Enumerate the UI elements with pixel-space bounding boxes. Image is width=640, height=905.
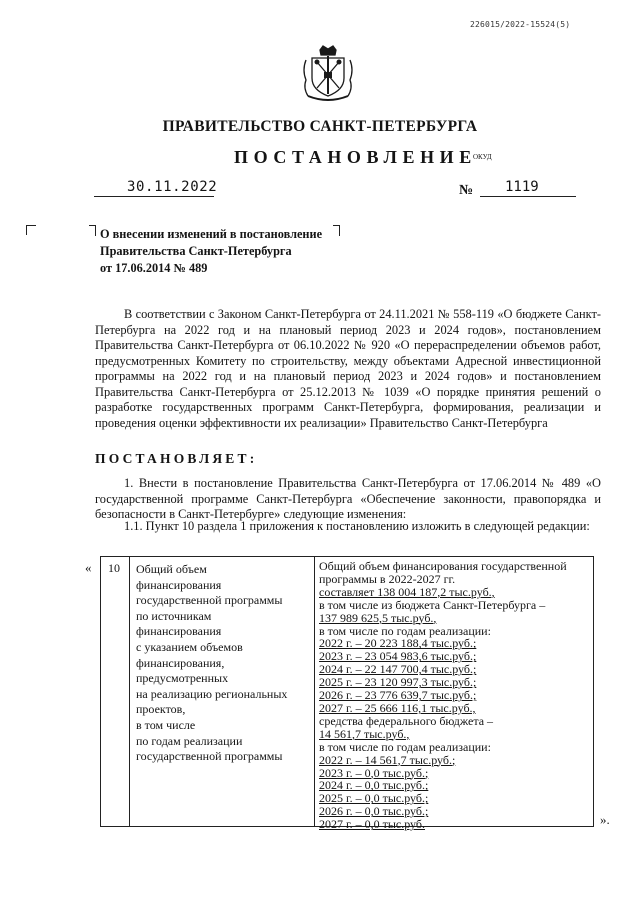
value-line: 2023 г. – 23 054 983,6 тыс.руб.; <box>319 649 477 664</box>
decree-subject <box>100 226 340 277</box>
okud-label: ОКУД <box>473 153 492 161</box>
subject-bracket-left <box>89 225 96 236</box>
table-label-cell <box>136 562 310 765</box>
label-line: Общий объем <box>136 562 207 576</box>
label-line: предусмотренных <box>136 671 229 686</box>
value-line: Общий объем финансирования государственной <box>319 559 567 573</box>
table-column-divider <box>314 556 315 827</box>
value-line: составляет 138 004 187,2 тыс.руб., <box>319 584 495 599</box>
value-line: программы в 2022-2027 гг. <box>319 571 456 586</box>
label-line: по годам реализации <box>136 733 243 748</box>
value-line: 137 989 625,5 тыс.руб., <box>319 610 437 625</box>
issuing-authority: ПРАВИТЕЛЬСТВО САНКТ-ПЕТЕРБУРГА <box>162 118 478 135</box>
value-line: в том числе из бюджета Санкт-Петербурга – <box>319 597 546 612</box>
label-line: финансирования, <box>136 655 225 670</box>
opening-quote: « <box>85 560 92 575</box>
document-registration-number: 226015/2022-15524(5) <box>470 20 571 29</box>
margin-corner-mark <box>26 225 36 235</box>
label-line: государственной программы <box>136 593 283 608</box>
value-line: 2026 г. – 23 776 639,7 тыс.руб.; <box>319 688 477 703</box>
value-line: 2024 г. – 0,0 тыс.руб.; <box>319 778 429 793</box>
document-type-heading: ПОСТАНОВЛЕНИЕ <box>234 147 477 167</box>
label-line: проектов, <box>136 702 186 717</box>
label-line: с указанием объемов <box>136 639 243 654</box>
subject-line: от 17.06.2014 № 489 <box>100 261 208 275</box>
value-line: 2022 г. – 14 561,7 тыс.руб.; <box>319 752 456 767</box>
preamble-paragraph: В соответствии с Законом Санкт-Петербурга от 24.11.2021 № 558-119 «О бюджете Санкт-Петербурга на 2022 год и на плановый период 2023 и 2024 годов», постановлением Правительства Санкт-Петербурга от 06.10.2022 № 920 «О перераспределении объемов работ, предусмотренных Комитету по строительству, между объектами Адресной инвестиционной программы на 2022 год и на плановый период 2023 и 2024 годов» и постановлением Правительства Санкт-Петербурга от 25.12.2013 № 1039 «О порядке принятия решений о разработке государственных программ Санкт-Петербурга, формирования, реализации и проведения оценки эффективности их реализации» Правительство Санкт-Петербурга <box>95 307 601 430</box>
value-line: 2023 г. – 0,0 тыс.руб.; <box>319 765 429 780</box>
table-row-number: 10 <box>108 561 120 575</box>
item-1-paragraph: 1. Внести в постановление Правительства Санкт-Петербурга от 17.06.2014 № 489 «О государственной программе Санкт-Петербурга «Обеспечение законности, правопорядка и безопасности в Санкт-Петербурге» следующие изменения: <box>95 476 601 521</box>
value-line: 2027 г. – 25 666 116,1 тыс.руб., <box>319 700 476 715</box>
saint-petersburg-coat-of-arms-icon <box>300 44 356 104</box>
resolves-heading: ПОСТАНОВЛЯЕТ: <box>95 451 258 466</box>
date-underline <box>94 196 214 197</box>
label-line: на реализацию региональных <box>136 686 288 701</box>
decree-date: 30.11.2022 <box>127 179 218 195</box>
decree-number: 1119 <box>505 179 539 195</box>
value-line: в том числе по годам реализации: <box>319 739 491 754</box>
label-line: государственной программы <box>136 749 283 764</box>
item-1-1-paragraph: 1.1. Пункт 10 раздела 1 приложения к постановлению изложить в следующей редакции: <box>124 519 590 533</box>
subject-line: Правительства Санкт-Петербурга <box>100 244 292 258</box>
value-line: 2022 г. – 20 223 188,4 тыс.руб.; <box>319 636 477 651</box>
value-line: средства федерального бюджета – <box>319 713 494 728</box>
number-underline <box>480 196 576 197</box>
value-line: 2026 г. – 0,0 тыс.руб.; <box>319 804 429 819</box>
closing-quote: ». <box>600 812 610 827</box>
table-column-divider <box>129 556 130 827</box>
number-label: № <box>459 183 474 198</box>
value-line: 14 561,7 тыс.руб., <box>319 726 410 741</box>
subject-line: О внесении изменений в постановление <box>100 227 323 241</box>
value-line: 2027 г. – 0,0 тыс.руб. <box>319 817 425 832</box>
value-line: 2024 г. – 22 147 700,4 тыс.руб.; <box>319 662 477 677</box>
value-line: в том числе по годам реализации: <box>319 623 491 638</box>
label-line: финансирования <box>136 624 222 639</box>
value-line: 2025 г. – 23 120 997,3 тыс.руб.; <box>319 675 477 690</box>
value-line: 2025 г. – 0,0 тыс.руб.; <box>319 791 429 806</box>
label-line: финансирования <box>136 577 222 592</box>
label-line: в том числе <box>136 717 196 732</box>
label-line: по источникам <box>136 608 212 623</box>
table-value-cell <box>319 560 591 831</box>
